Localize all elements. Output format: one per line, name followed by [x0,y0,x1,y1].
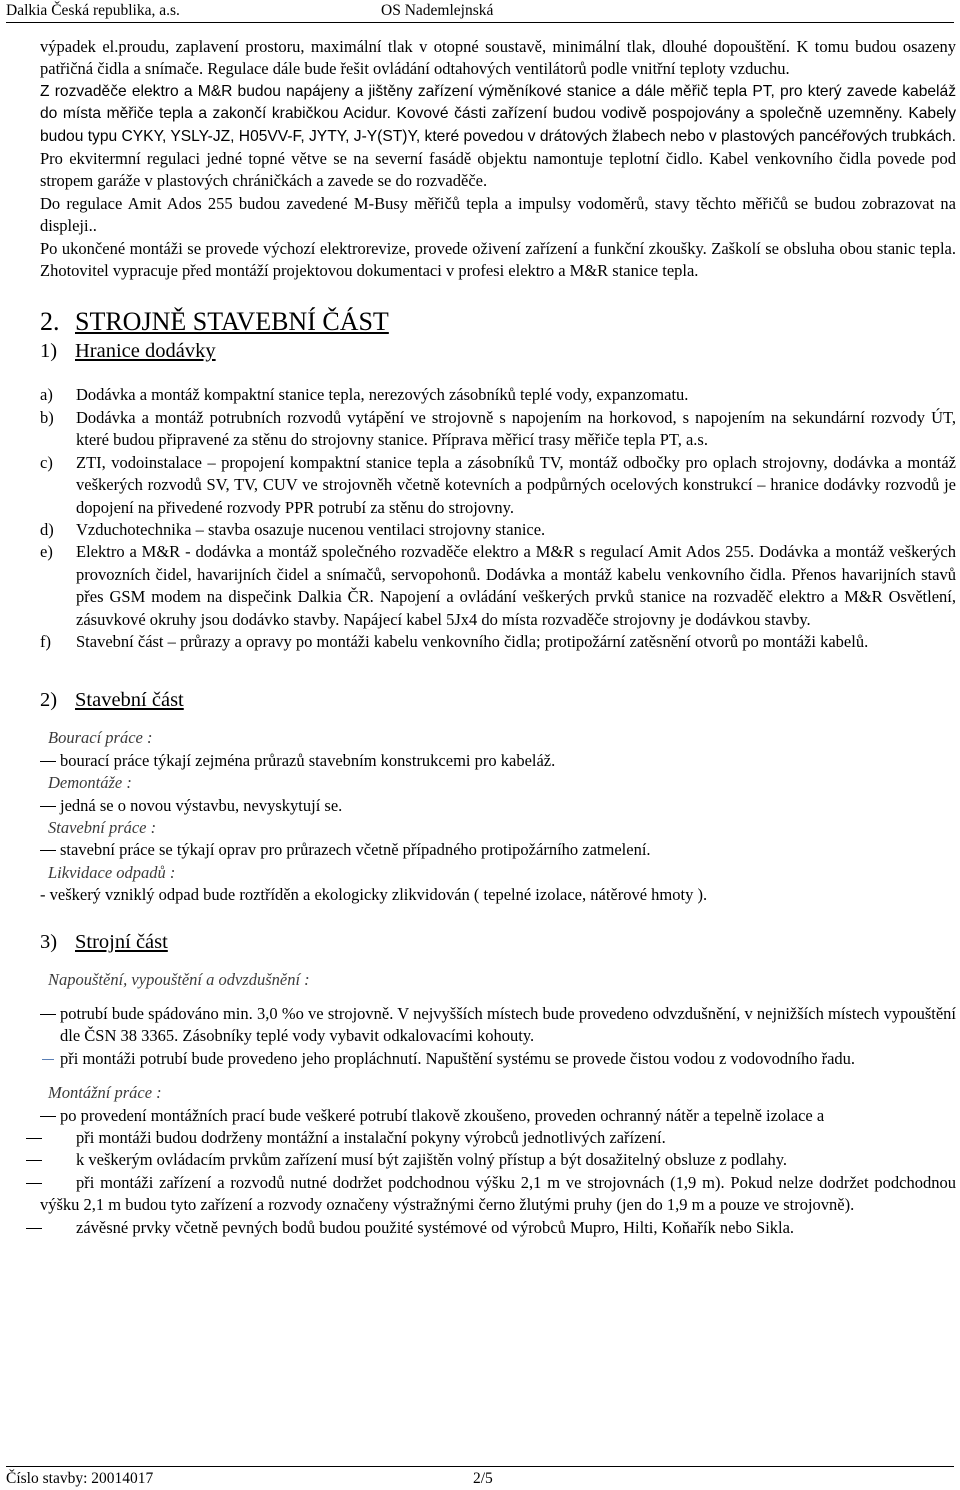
item-label: b) [40,407,54,427]
subsection-2-heading [40,687,956,713]
intro-paragraph-3: Pro ekvitermní regulaci jedné topné větve se na severní fasádě objektu namontuje teplotní čidlo. Kabel venkovního čidla povede pod stropem garáže v plastových chráničkách a zavede se do rozvaděče. [40,149,956,191]
item-label: e) [40,542,53,562]
item-text: Vzduchotechnika – stavba osazuje nucenou ventilaci strojovny stanice. [76,519,546,539]
assembly-text-1: po provedení montážních prací bude veškeré potrubí tlakově zkoušeno, proveden ochranný nátěr a tepelně izolace a [40,1105,956,1127]
list-item [40,407,956,452]
item-text: Elektro a M&R - dodávka a montáž společného rozvaděče elektro a M&R s regulací Amit Ados 255. Dodávka a montáž veškerých provozních čidel, havarijních čidel a snímačů, servopohonů. Dodávka a montáž kabelu venkovního čidla. Přenos havarijních stavů přes GSM modem na dispečink Dalkia ČR. Napojení a ovládání veškerých prvků stanice na rozvaděč elektro a M&R Osvětlení, zásuvkové okruhy jsou dodávko stavby. Napájecí kabel 5Jx4 do místa rozvaděče strojovny je dodávkou stavby. [76,542,956,629]
intro-paragraph-5: Po ukončené montáži se provede výchozí elektrorevize, provede oživení zařízení a funkční zkoušky. Zaškolí se obsluha obou stanic tepla. Zhotovitel vypracuje před montáží projektovou dokumentaci v profesi elektro a M&R stanice tepla. [40,238,956,281]
item-label: f) [40,631,51,651]
delivery-list [40,384,956,653]
page-footer [6,1466,954,1487]
item-label: c) [40,452,53,472]
filling-text-2: při montáži potrubí bude provedeno jeho propláchnutí. Napuštění systému se provede čistou vodou z vodovodního řadu. [40,1048,956,1070]
subsection-title: Stavební část [75,689,184,712]
subsection-title: Hranice dodávky [75,340,216,363]
page-header [6,0,954,23]
item-text: ZTI, vodoinstalace – propojení kompaktní stanice tepla a zásobníků TV, montáž odbočky pro oplach strojovny, dodávka a montáž veškerých rozvodů SV, TV, CUV ve strojovněh včetně kotevních a podpůrných ocelových konstrukcí – hranice dodávky rozvodů je dopojení na přivedené rozvody PPR potrubí za stěnu do strojovny. [76,452,956,517]
dismantling-label: Demontáže : [48,773,132,793]
waste-label: Likvidace odpadů : [48,862,176,882]
intro-paragraph-2: Z rozvaděče elektro a M&R budou napájeny a jištěny zařízení výměníkové stanice a dále měřič tepla PT, pro který zavede kabeláž do místa měřiče tepla a zakončí krabičkou Acidur. Kovové části zařízení budou vodivě pospojovány a společně uzemněny. Kabely budou typu CYKY, YSLY-JZ, H05VV-F, JYTY, J-Y(ST)Y, které povedou v drátových žlabech nebo v plastových pancéřových trubkách. [40,82,956,145]
assembly-text-3: k veškerým ovládacím prvkům zařízení musí být zajištěn volný přístup a být dosažitelný obsluze z podlahy. [40,1149,956,1171]
machinery-block [40,969,956,1239]
subsection-3-heading [40,929,956,955]
construction-text: stavební práce se týkají oprav pro průrazech včetně případného protipožárního zatmelení. [40,839,956,861]
assembly-text-5: závěsné prvky včetně pevných bodů budou použité systémové od výrobců Mupro, Hilti, Koňařík nebo Sikla. [40,1217,956,1239]
item-text: Stavební část – průrazy a opravy po montáži kabelu venkovního čidla; protipožární zatěsnění otvorů po montáži kabelů. [76,631,869,651]
assembly-label: Montážní práce : [48,1083,162,1103]
assembly-text-2: při montáži budou dodrženy montážní a instalační pokyny výrobců jednotlivých zařízení. [40,1127,956,1149]
list-item [40,631,956,653]
subsection-title: Strojní část [75,930,168,953]
demolition-label: Bourací práce : [48,728,153,748]
subsection-number: 2) [40,689,58,712]
header-company: Dalkia Česká republika, a.s. [6,2,180,19]
waste-text: - veškerý vzniklý odpad bude roztříděn a ekologicky zlikvidován ( tepelné izolace, nátěrové hmoty ). [40,885,708,905]
subsection-1-heading [40,338,956,364]
filling-label: Napouštění, vypouštění a odvzdušnění : [48,969,310,989]
construction-block [40,727,956,906]
document-body [40,36,956,1239]
list-item [40,452,956,519]
assembly-text-4: při montáži zařízení a rozvodů nutné dodržet podchodnou výšku 2,1 m ve strojovnách (1,9 m). Pokud nelze dodržet podchodnou výšku 2,1 m budou tyto zařízení a rozvody označeny výstražnými černo žlutými pruhy (jen do 1,9 m a pouze ve strojovně). [40,1172,956,1217]
list-item [40,541,956,631]
subsection-number: 3) [40,930,58,953]
section-2-heading [40,306,956,338]
subsection-number: 1) [40,340,58,363]
footer-page-number: 2/5 [473,1470,493,1487]
filling-text-1: potrubí bude spádováno min. 3,0 %o ve strojovně. V nejvyšších místech bude provedeno odvzdušnění, v nejnižších místech vypouštění dle ČSN 38 3365. Zásobníky teplé vody vybavit odkalovacími kohouty. [40,1003,956,1048]
section-title: STROJNĚ STAVEBNÍ ČÁST [75,307,389,337]
demolition-text: bourací práce týkají zejména průrazů stavebním konstrukcemi pro kabeláž. [40,750,956,772]
item-label: a) [40,385,53,405]
intro-paragraph-4: Do regulace Amit Ados 255 budou zavedené M-Busy měřičů tepla a impulsy vodoměrů, stavy těchto měřičů se budou zobrazovat na displeji.. [40,193,956,236]
dismantling-text: jedná se o novou výstavbu, nevyskytují se. [40,795,956,817]
construction-label: Stavební práce : [48,817,157,837]
list-item [40,519,956,541]
footer-build-number: Číslo stavby: 20014017 [6,1470,154,1487]
list-item [40,384,956,406]
section-number: 2. [40,307,60,337]
item-text: Dodávka a montáž potrubních rozvodů vytápění ve strojovně s napojením na horkovod, s napojením na sekundární rozvody ÚT, které budou připravené za stěnu do strojovny stanice. Příprava měřicí trasy měřiče tepla PT, a.s. [76,407,956,450]
header-project: OS Nademlejnská [381,2,494,19]
item-text: Dodávka a montáž kompaktní stanice tepla, nerezových zásobníků teplé vody, expanzomatu. [76,385,689,405]
item-label: d) [40,519,54,539]
intro-paragraph-1: výpadek el.proudu, zaplavení prostoru, maximální tlak v otopné soustavě, minimální tlak, dlouhé dopouštění. K tomu budou osazeny patřičná čidla a snímače. Regulace dále bude řešit ovládání odtahových ventilátorů podle vnitřní teploty vzduchu. [40,37,956,79]
